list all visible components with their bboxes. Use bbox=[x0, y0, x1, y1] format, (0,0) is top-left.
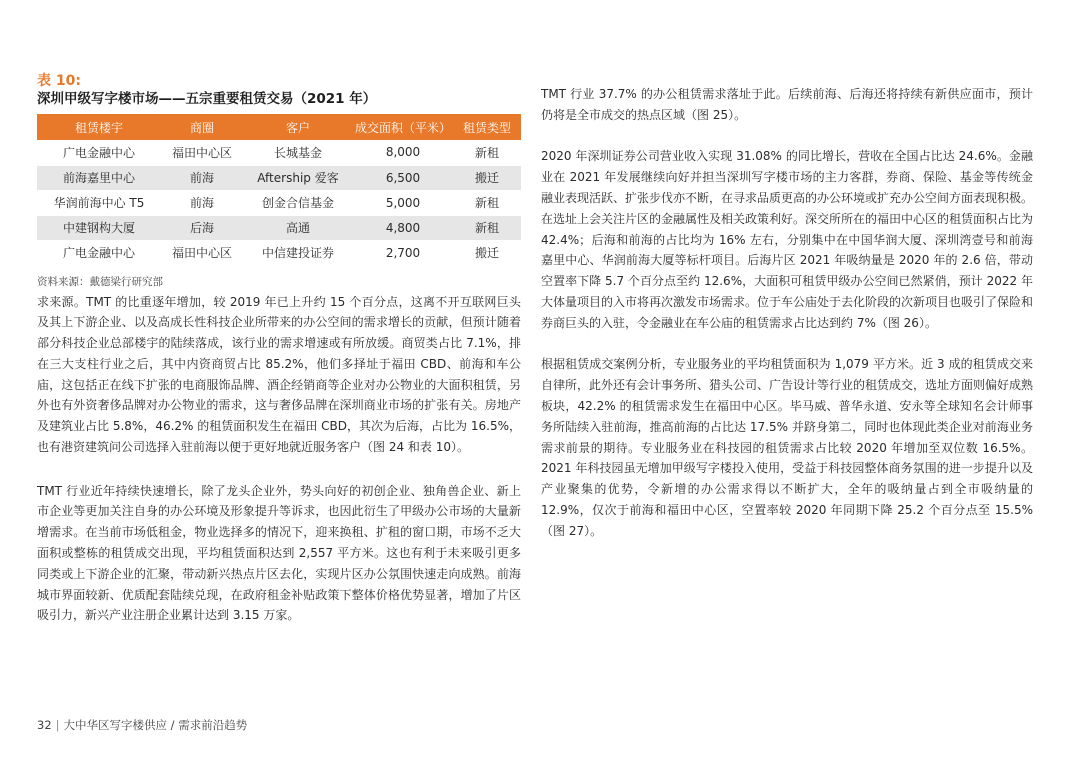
cell-district: 后海 bbox=[161, 215, 243, 240]
cell-area: 2,700 bbox=[385, 245, 421, 260]
cell-building: 华润前海中心 T5 bbox=[53, 196, 145, 210]
cell-client: Aftership 爱客 bbox=[243, 165, 353, 190]
publication-title: 大中华区写字楼供应 / 需求前沿趋势 bbox=[63, 718, 248, 732]
cell-area: 6,500 bbox=[353, 165, 453, 190]
body-paragraph: TMT 行业 37.7% 的办公租赁需求落址于此。后续前海、后海还将持续有新供应面市，预计仍将是全市成交的热点区域（图 25）。 bbox=[541, 87, 1033, 122]
cell-district: 福田中心区 bbox=[171, 145, 232, 160]
cell-building: 广电金融中心 bbox=[62, 246, 135, 260]
cell-client: 高通 bbox=[243, 215, 353, 240]
cell-lease-type: 搬迁 bbox=[453, 165, 521, 190]
cell-client: 长城基金 bbox=[273, 145, 322, 160]
cell-client: 创金合信基金 bbox=[261, 196, 334, 210]
table-title: 深圳甲级写字楼市场——五宗重要租赁交易（2021 年） bbox=[37, 91, 377, 107]
cell-building: 中建钢构大厦 bbox=[37, 215, 161, 240]
table-source-note: 资料来源：戴德梁行研究部 bbox=[37, 275, 163, 288]
body-paragraph: 2020 年深圳证券公司营业收入实现 31.08% 的同比增长，营收在全国占比达 24.6%。金融业在 2021 年发展继续向好并担当深圳写字楼市场的主力客群，券商、保险、基金等传统金融业表现活跃、扩张步伐亦不断，在寻求品质更高的办公环境或扩充办公空间方面表现积极。在选址上会关注片区的金融属性及相关政策利好。深交所所在的福田中心区的租赁面积占比为 42.4%；后海和前海的占比均为 16% 左右，分别集中在中国华润大厦、深圳湾壹号和前海嘉里中心、华润前海大厦等标杆项目。后海片区 2021 年吸纳量是 2020 年的 2.6 倍，带动空置率下降 5.7 个百分点至约 12.6%，大面积可租赁甲级办公空间已然紧俏，预计 2022 年大体量项目的入市将再次激发市场需求。位于车公庙处于去化阶段的次新项目也吸引了保险和券商巨头的入驻，令金融业在车公庙的租赁需求占比达到约 7%（图 26）。 bbox=[541, 149, 1034, 330]
cell-area: 4,800 bbox=[353, 215, 453, 240]
header-building: 租赁楼宇 bbox=[37, 114, 161, 140]
left-column bbox=[37, 72, 521, 626]
table-row bbox=[37, 215, 521, 240]
cell-lease-type: 搬迁 bbox=[474, 246, 499, 260]
table-row bbox=[37, 165, 521, 190]
cell-area: 8,000 bbox=[385, 145, 421, 160]
body-paragraph: 求来源。TMT 的比重逐年增加，较 2019 年已上升约 15 个百分点，这离不开互联网巨头及其上下游企业、以及高成长性科技企业所带来的办公空间的需求增长的贡献，但预计随着部分科技企业总部楼宇的陆续落成，该行业的需求增速或有所放缓。商贸类占比 7.1%，排在三大支柱行业之后，其中内资商贸占比 85.2%，他们多择址于福田 CBD、前海和车公庙，这包括正在线下扩张的电商服饰品牌、酒企经销商等企业对办公物业的大面积租赁，另外也有外资奢侈品牌对办公物业的需求，这与奢侈品牌在深圳商业市场的扩张有关。房地产及建筑业占比 5.8%，46.2% 的租赁面积发生在福田 CBD，其次为后海，占比为 16.5%，也有港资建筑问公司选择入驻前海以便于更好地就近服务客户（图 24 和表 10）。 bbox=[37, 294, 521, 455]
header-district: 商圈 bbox=[161, 114, 243, 140]
cell-lease-type: 新租 bbox=[474, 196, 499, 210]
table-label: 表 10: bbox=[37, 73, 81, 89]
cell-district: 福田中心区 bbox=[171, 246, 232, 260]
table-header-row bbox=[37, 114, 521, 140]
header-area: 成交面积（平米） bbox=[353, 114, 453, 140]
cell-client: 中信建投证券 bbox=[261, 246, 334, 260]
cell-lease-type: 新租 bbox=[474, 145, 499, 160]
page-footer bbox=[37, 717, 247, 733]
table-row bbox=[37, 190, 521, 215]
cell-district: 前海 bbox=[189, 196, 214, 210]
cell-lease-type: 新租 bbox=[453, 215, 521, 240]
header-lease-type: 租赁类型 bbox=[453, 114, 521, 140]
cell-building: 广电金融中心 bbox=[62, 145, 135, 160]
page-number: 32 bbox=[37, 718, 52, 732]
body-paragraph: TMT 行业近年持续快速增长，除了龙头企业外，势头向好的初创企业、独角兽企业、新上市企业等更加关注自身的办公环境及形象提升等诉求，也因此衍生了甲级办公市场的大量新增需求。在当前市场低租金，物业选择多的情况下，迎来换租、扩租的窗口期，市场不乏大面积或整栋的租赁成交出现，平均租赁面积达到 2,557 平方米。这也有利于未来吸引更多同类或上下游企业的汇聚，带动新兴热点片区去化，实现片区办公氛围快速走向成熟。前海城市界面较新、优质配套陆续兑现，在政府租金补贴政策下整体价格优势显著，增加了片区吸引力，新兴产业注册企业累计达到 3.15 万家。 bbox=[37, 483, 521, 623]
cell-district: 前海 bbox=[161, 165, 243, 190]
right-column bbox=[541, 84, 1033, 542]
header-client: 客户 bbox=[243, 114, 353, 140]
cell-area: 5,000 bbox=[385, 195, 421, 210]
table-row bbox=[37, 240, 521, 265]
lease-transactions-table bbox=[37, 114, 521, 266]
body-paragraph: 根据租赁成交案例分析，专业服务业的平均租赁面积为 1,079 平方米。近 3 成的租赁成交来自律所，此外还有会计事务所、猎头公司、广告设计等行业的租赁成交，选址方面则偏好成熟板块，42.2% 的租赁需求发生在福田中心区。毕马威、普华永道、安永等全球知名会计师事务所陆续入驻前海，推高前海的占比达 17.5% 并跻身第二，同时也体现此类企业对前海业务需求前景的期待。专业服务业在科技园的租赁需求占比较 2020 年增加至双位数 16.5%。2021 年科技园虽无增加甲级写字楼投入使用，受益于科技园整体商务氛围的进一步提升以及产业聚集的优势，令新增的办公需求得以不断扩大，全年的吸纳量占到全市吸纳量的 12.9%，仅次于前海和福田中心区，空置率较 2020 年同期下降 25.2 个百分点至 15.5%（图 27）。 bbox=[541, 357, 1034, 538]
footer-separator: | bbox=[55, 718, 60, 732]
cell-building: 前海嘉里中心 bbox=[37, 165, 161, 190]
table-row bbox=[37, 140, 521, 165]
